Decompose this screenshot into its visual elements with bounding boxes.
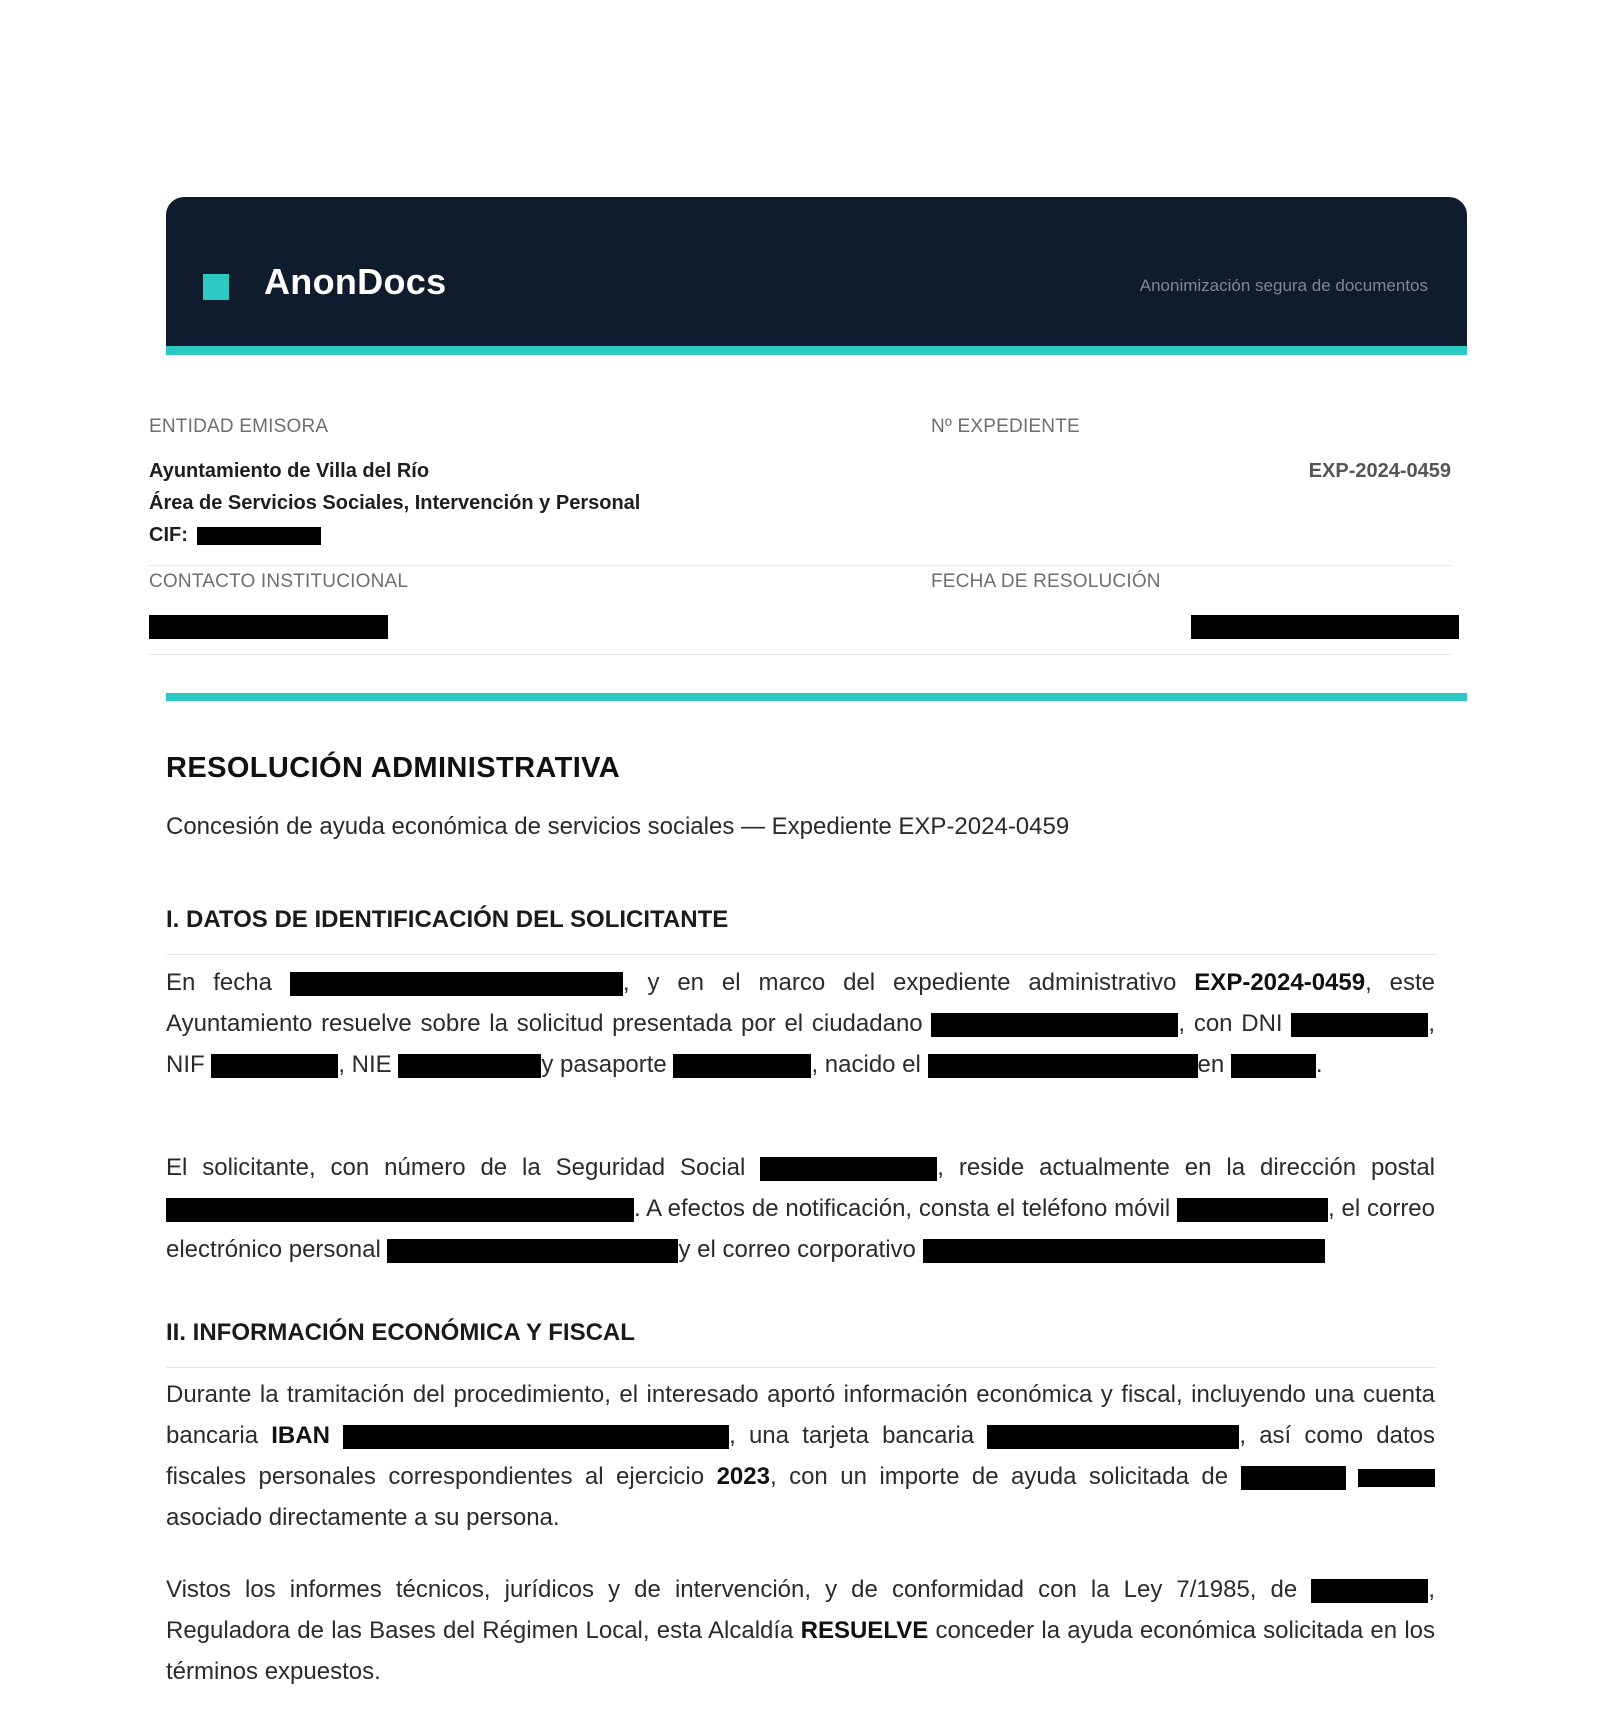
redacted-citizen-name bbox=[931, 1013, 1178, 1037]
section-1-paragraph-1: En fecha , y en el marco del expediente administrativo EXP-2024-0459, este Ayuntamiento resuelve sobre la solicitud presentada por el ciudadano , con DNI , NIF , NIE y pasaporte , nacido el en . bbox=[166, 969, 1436, 1078]
section-1-paragraph-2: El solicitante, con número de la Seguridad Social , reside actualmente en la dirección postal . A efectos de notificación, consta el teléfono móvil , el correo electrónico personal y el correo corporativo bbox=[166, 1154, 1436, 1263]
issuer-name: Ayuntamiento de Villa del Río bbox=[149, 460, 430, 482]
meta-divider-bottom bbox=[149, 654, 1451, 655]
expedient-label: Nº EXPEDIENTE bbox=[931, 416, 1080, 437]
section-separator bbox=[166, 693, 1467, 701]
meta-divider bbox=[149, 565, 1451, 566]
section-2-rule bbox=[166, 1367, 1436, 1368]
brand-tagline: Anonimización segura de documentos bbox=[1139, 276, 1428, 295]
app-header bbox=[166, 197, 1467, 355]
section-2-paragraph-2: Vistos los informes técnicos, jurídicos y de intervención, y de conformidad con la Ley 7/1985, de , Reguladora de las Bases del Régimen Local, esta Alcaldía RESUELVE conceder la ayuda económica solicitada en los términos expuestos. bbox=[166, 1576, 1435, 1685]
issuer-area: Área de Servicios Sociales, Intervención y Personal bbox=[149, 492, 641, 514]
redacted-postal-address bbox=[166, 1198, 634, 1222]
redacted-date-request bbox=[290, 972, 623, 996]
redacted-corporate-email bbox=[923, 1239, 1325, 1263]
redacted-social-security bbox=[760, 1157, 937, 1181]
brand-name: AnonDocs bbox=[264, 261, 447, 302]
logo-square-icon bbox=[203, 274, 229, 300]
date-label: FECHA DE RESOLUCIÓN bbox=[931, 571, 1161, 592]
section-2-title: II. INFORMACIÓN ECONÓMICA Y FISCAL bbox=[166, 1319, 635, 1346]
section-1-rule bbox=[166, 954, 1436, 955]
redacted-birthdate bbox=[928, 1054, 1198, 1078]
section-2-paragraph-1: Durante la tramitación del procedimiento, el interesado aportó información económica y fiscal, incluyendo una cuenta bancaria IBAN , una tarjeta bancaria , así como datos fiscales personales correspondientes al ejercicio 2023, con un importe de ayuda solicitada de asociado directamente a su persona. bbox=[166, 1381, 1435, 1531]
redacted-date bbox=[1191, 615, 1459, 639]
redacted-phone bbox=[1177, 1198, 1328, 1222]
redacted-iban bbox=[343, 1425, 729, 1449]
cif-line bbox=[149, 524, 321, 547]
redacted-law-date bbox=[1311, 1579, 1428, 1603]
expedient-number: EXP-2024-0459 bbox=[1308, 460, 1451, 482]
redacted-dni bbox=[1291, 1013, 1428, 1037]
redacted-cif bbox=[197, 527, 321, 545]
section-1-title: I. DATOS DE IDENTIFICACIÓN DEL SOLICITANTE bbox=[166, 906, 729, 933]
redacted-birthplace bbox=[1231, 1054, 1316, 1078]
issuer-label: ENTIDAD EMISORA bbox=[149, 416, 329, 437]
document-title: RESOLUCIÓN ADMINISTRATIVA bbox=[166, 752, 621, 784]
redacted-amount-cont bbox=[1358, 1469, 1435, 1487]
redacted-personal-email bbox=[387, 1239, 678, 1263]
cif-label: CIF: bbox=[149, 524, 188, 546]
redacted-nie bbox=[398, 1054, 541, 1078]
document-subtitle: Concesión de ayuda económica de servicios sociales — Expediente EXP-2024-0459 bbox=[166, 813, 1070, 840]
redacted-passport bbox=[673, 1054, 811, 1078]
redacted-contact bbox=[149, 615, 388, 639]
redacted-amount bbox=[1241, 1466, 1346, 1490]
redacted-card bbox=[987, 1425, 1239, 1449]
redacted-nif bbox=[211, 1054, 338, 1078]
contact-label: CONTACTO INSTITUCIONAL bbox=[149, 571, 409, 592]
